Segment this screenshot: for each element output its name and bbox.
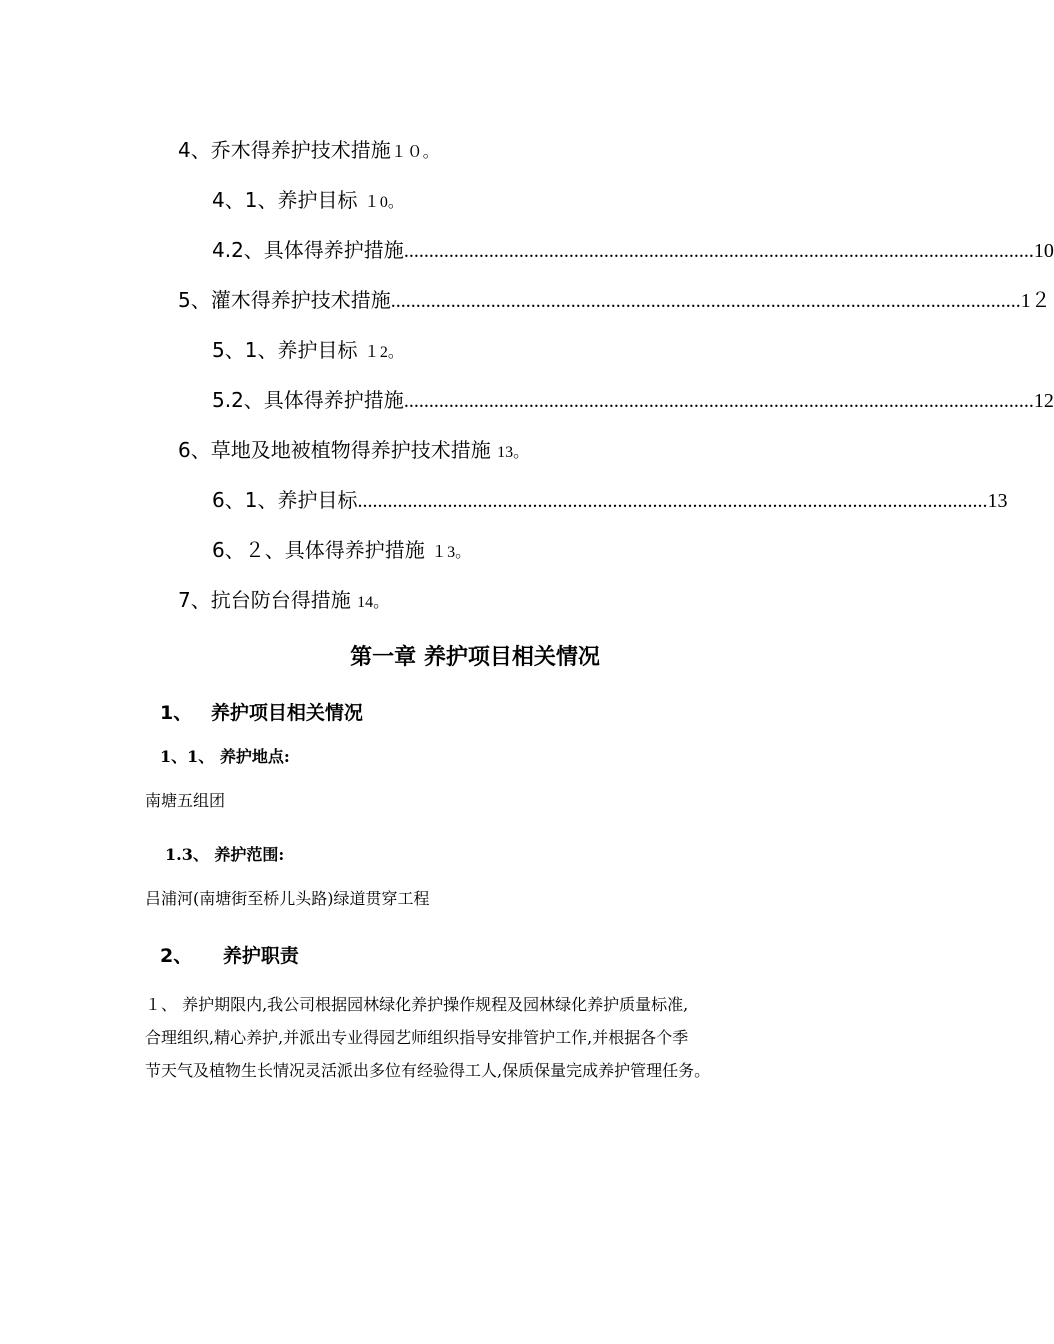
paragraph-line: １、 养护期限内,我公司根据园林绿化养护操作规程及园林绿化养护质量标准, — [145, 995, 689, 1014]
subsection-scope-label: 1.3、 养护范围: — [165, 845, 285, 864]
toc-item-6[interactable] — [178, 436, 529, 467]
toc-leader-dots: .............................................................................................................................. — [357, 490, 988, 512]
subsection-location-label: 1、1、 养护地点: — [160, 747, 290, 766]
toc-item-5-1-label: 5、1、养护目标 — [212, 338, 358, 362]
paragraph-line: 节天气及植物生长情况灵活派出多位有经验得工人,保质保量完成养护管理任务。 — [145, 1061, 711, 1080]
toc-item-5[interactable] — [178, 286, 1051, 315]
toc-item-5-2-page: 12 — [1033, 390, 1054, 412]
toc-leader-dots: .............................................................................................................................. — [403, 390, 1034, 412]
toc-item-4-2[interactable] — [212, 236, 1054, 265]
toc-leader-dots: .............................................................................................................................. — [403, 240, 1034, 262]
toc-item-4[interactable] — [178, 136, 439, 167]
section-2-title: 养护职责 — [222, 945, 299, 967]
toc-item-4-1-page: １0。 — [363, 194, 404, 211]
toc-item-6-1[interactable] — [212, 486, 1008, 515]
toc-item-4-2-page: 10 — [1033, 240, 1054, 262]
chapter-title: 第一章 养护项目相关情况 — [350, 645, 600, 670]
toc-item-5-1-page: １2。 — [363, 344, 404, 361]
paragraph-line: 合理组织,精心养护,并派出专业得园艺师组织指导安排管护工作,并根据各个季 — [145, 1028, 689, 1047]
section-1-number: 1、 — [160, 702, 193, 724]
section-2-heading — [160, 943, 299, 969]
toc-item-6-page: 13。 — [497, 444, 530, 461]
toc-item-5-1[interactable] — [212, 336, 404, 367]
toc-item-7-page: 14。 — [357, 594, 390, 611]
responsibility-paragraph — [145, 988, 825, 1087]
toc-item-5-label: 5、灌木得养护技术措施 — [178, 288, 391, 312]
toc-item-6-1-label: 6、1、养护目标 — [212, 488, 358, 512]
toc-item-4-page: １０。 — [390, 144, 439, 161]
toc-item-5-page: 1２ — [1020, 290, 1051, 312]
toc-item-4-label: 4、乔木得养护技术措施 — [178, 138, 391, 162]
toc-item-7-label: 7、抗台防台得措施 — [178, 588, 351, 612]
toc-item-7[interactable] — [178, 586, 389, 617]
toc-item-5-2[interactable] — [212, 386, 1054, 415]
toc-item-4-2-label: 4.2、具体得养护措施 — [212, 238, 404, 262]
toc-item-6-label: 6、草地及地被植物得养护技术措施 — [178, 438, 491, 462]
section-2-number: 2、 — [160, 945, 193, 967]
toc-item-5-2-label: 5.2、具体得养护措施 — [212, 388, 404, 412]
scope-value: 吕浦河(南塘街至桥儿头路)绿道贯穿工程 — [145, 889, 430, 908]
toc-item-4-1-label: 4、1、养护目标 — [212, 188, 358, 212]
toc-item-6-1-page: 13 — [987, 490, 1008, 512]
toc-item-4-1[interactable] — [212, 186, 404, 217]
toc-item-6-2[interactable] — [212, 536, 471, 567]
section-1-heading — [160, 700, 363, 726]
toc-leader-dots: .............................................................................................................................. — [390, 290, 1021, 312]
toc-item-6-2-label: 6、２、具体得养护措施 — [212, 538, 425, 562]
section-1-title: 养护项目相关情况 — [210, 702, 363, 724]
toc-item-6-2-page: １3。 — [431, 544, 472, 561]
location-value: 南塘五组团 — [145, 791, 226, 810]
